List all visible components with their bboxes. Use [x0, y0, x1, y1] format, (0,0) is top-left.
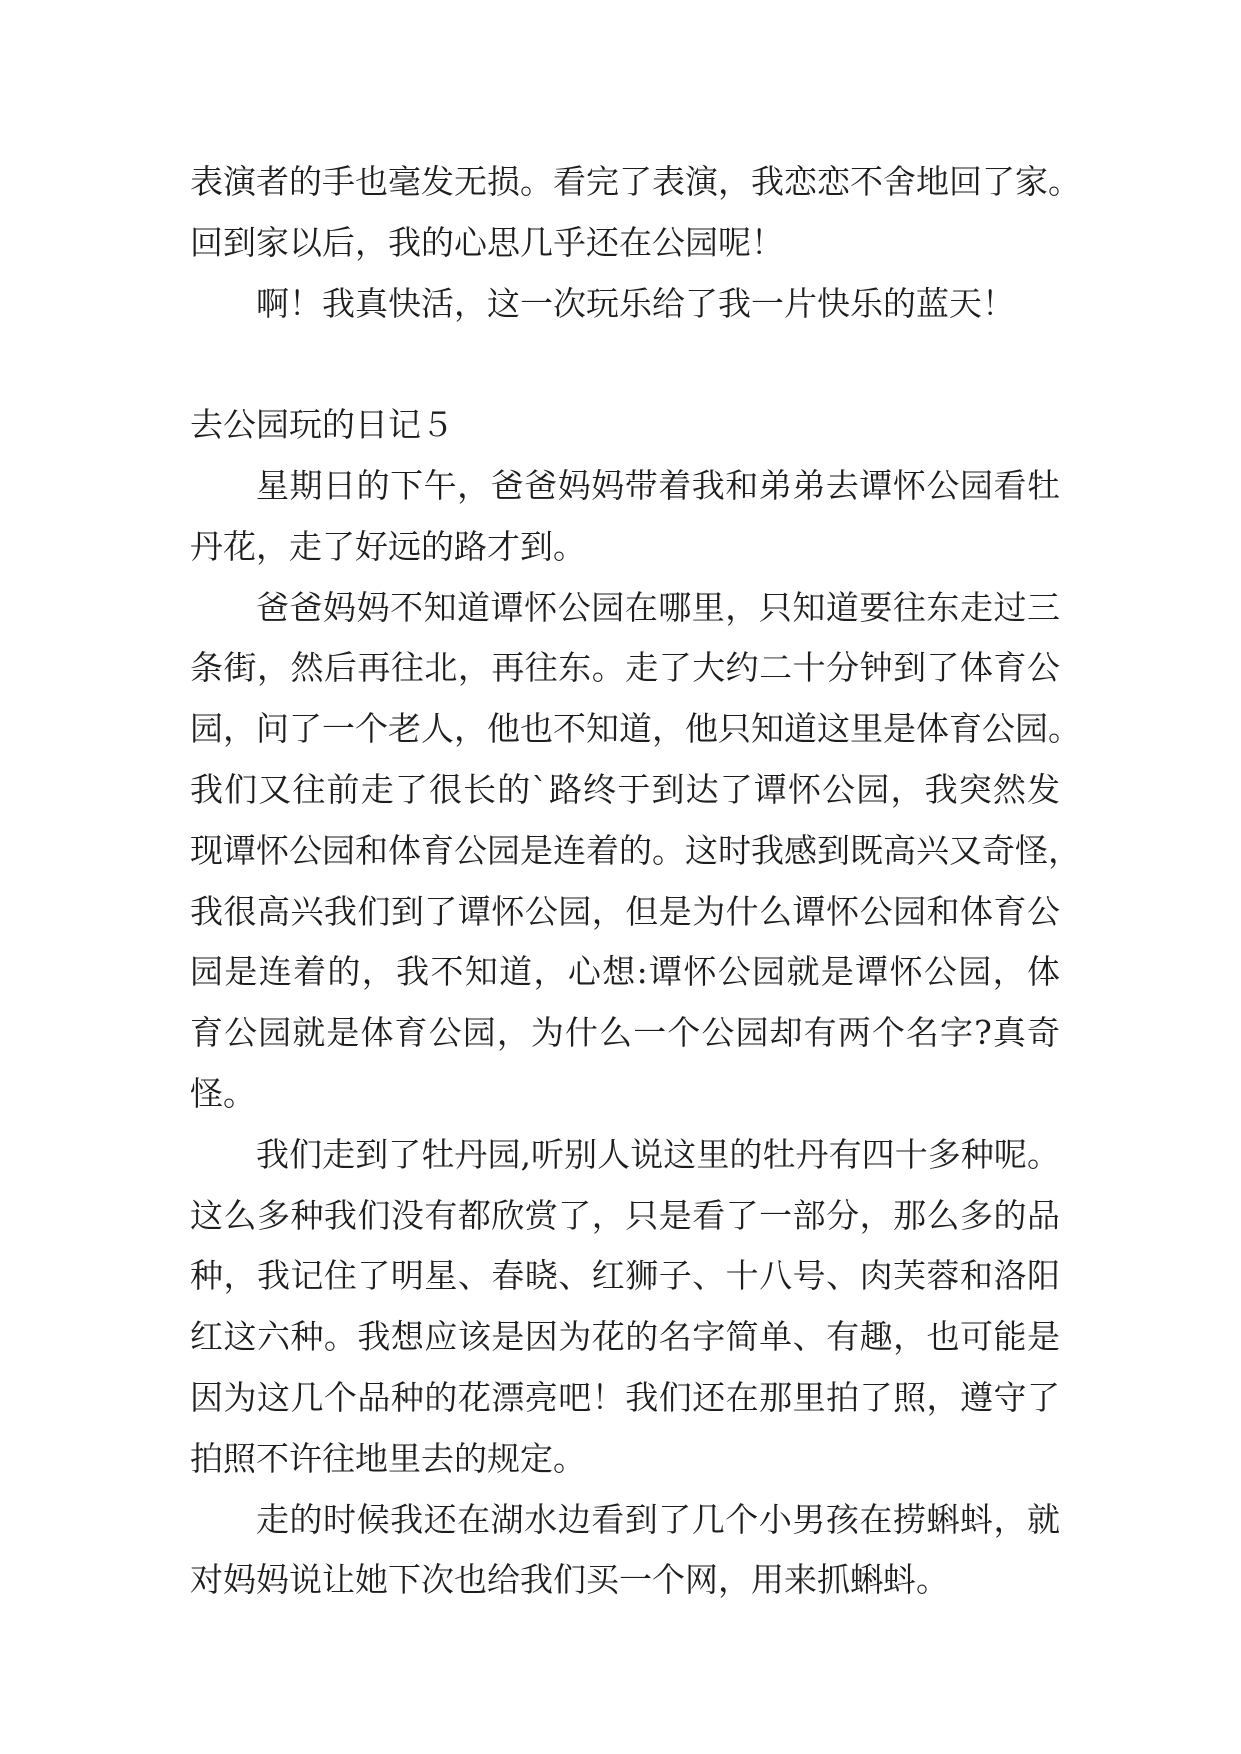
text-line: 因为这几个品种的花漂亮吧！我们还在那里拍了照，遵守了 [190, 1377, 1060, 1417]
text-line: 对妈妈说让她下次也给我们买一个网，用来抓蝌蚪。 [190, 1560, 949, 1600]
text-line: 现谭怀公园和体育公园是连着的。这时我感到既高兴又奇怪， [190, 830, 1081, 870]
text-line: 我很高兴我们到了谭怀公园，但是为什么谭怀公园和体育公 [190, 891, 1060, 931]
text-line: 种，我记住了明星、春晓、红狮子、十八号、肉芙蓉和洛阳 [190, 1256, 1060, 1296]
text-line: 红这六种。我想应该是因为花的名字简单、有趣，也可能是 [190, 1317, 1060, 1357]
section-title: 去公园玩的日记５ [190, 405, 454, 445]
text-line: 条街，然后再往北，再往东。走了大约二十分钟到了体育公 [190, 648, 1060, 688]
text-line: 表演者的手也毫发无损。看完了表演，我恋恋不舍地回了家。 [190, 162, 1081, 201]
text-line: 回到家以后，我的心思几乎还在公园呢！ [190, 222, 784, 262]
text-line: 丹花，走了好远的路才到。 [190, 526, 586, 566]
text-line: 怪。 [190, 1073, 256, 1113]
document-body [190, 152, 1081, 1611]
text-line: 拍照不许往地里去的规定。 [190, 1438, 586, 1478]
text-line: 我们又往前走了很长的`路终于到达了谭怀公园，我突然发 [190, 769, 1060, 809]
text-line: 这么多种我们没有都欣赏了，只是看了一部分，那么多的品 [190, 1195, 1060, 1235]
text-line: 园，问了一个老人，他也不知道，他只知道这里是体育公园。 [190, 709, 1081, 749]
section-gap [190, 334, 1060, 395]
text-line: 园是连着的，我不知道，心想:谭怀公园就是谭怀公园，体 [190, 952, 1060, 992]
text-line: 我们走到了牡丹园,听别人说这里的牡丹有四十多种呢。 [256, 1134, 1060, 1174]
text-line: 走的时候我还在湖水边看到了几个小男孩在捞蝌蚪，就 [256, 1499, 1060, 1539]
closing-line: 啊！我真快活，这一次玩乐给了我一片快乐的蓝天！ [256, 283, 1015, 323]
text-line: 星期日的下午，爸爸妈妈带着我和弟弟去谭怀公园看牡 [256, 465, 1060, 505]
text-line: 爸爸妈妈不知道谭怀公园在哪里，只知道要往东走过三 [256, 587, 1060, 627]
text-line: 育公园就是体育公园，为什么一个公园却有两个名字?真奇 [190, 1013, 1060, 1053]
